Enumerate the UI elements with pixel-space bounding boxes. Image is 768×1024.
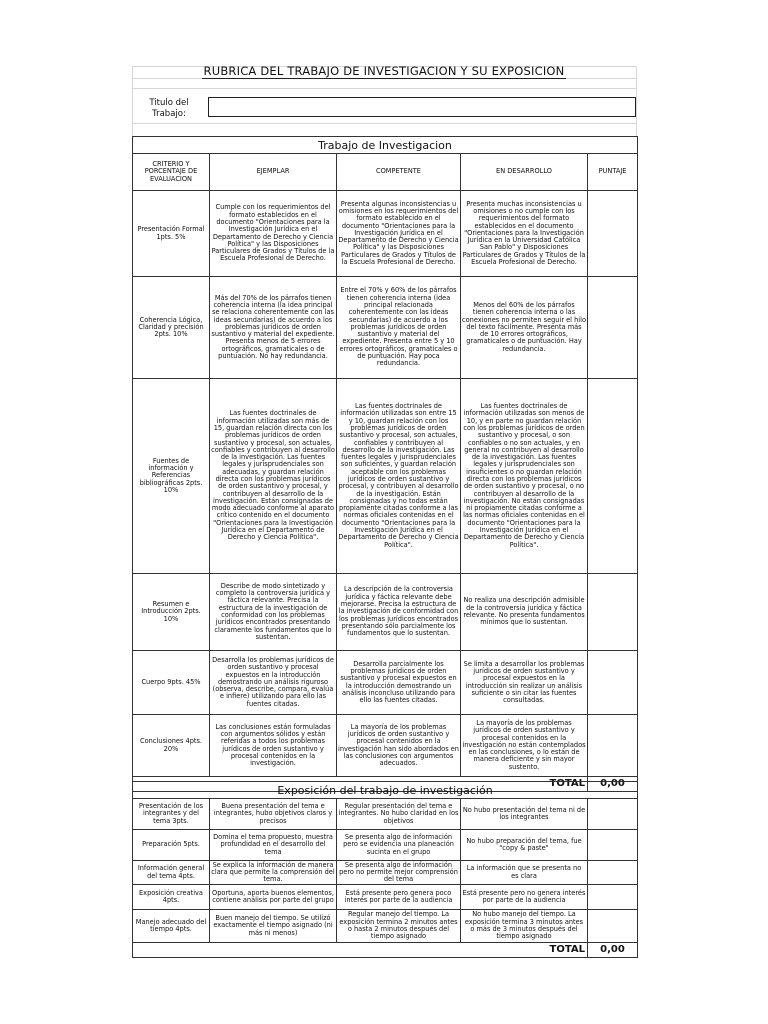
criterion-cell: Presentación de los integrantes y del tema 3pts. <box>133 799 210 830</box>
score-cell[interactable] <box>588 885 638 910</box>
ejemplar-cell: Se explica la información de manera clara que permite la comprensión del tema. <box>211 860 335 884</box>
title-input-box[interactable] <box>208 97 636 117</box>
criterion-cell: Preparación 5pts. <box>133 830 210 861</box>
ejemplar-cell: Oportuna, aporta buenos elementos, contiene análisis por parte del grupo <box>210 885 337 910</box>
total-value: 0,00 <box>588 943 638 958</box>
competente-cell: Se presenta algo de información pero no permite mejor comprensión del tema <box>337 861 461 885</box>
criterion-cell: Resumen e Introducción 2pts. 10% <box>133 574 210 651</box>
competente-cell: Regular manejo del tiempo. La exposición termina 2 minutos antes o hasta 2 minutos después del tiempo asignado <box>337 910 461 943</box>
table-row <box>133 191 638 277</box>
competente-cell: Las fuentes doctrinales de información utilizadas son entre 15 y 10, guardan relación con los problemas jurídicos de orden sustantivo y procesal, son actuales, confiables y contribuyen al desarrollo de la investigación. Las fuentes legales y jurisprudenciales son suficientes, y guardan relación aceptable con los problemas jurídicos de orden sustantivo y procesal, y contribuyen al desarrollo de la investigación. Están consignadas y no todas están propiamente citadas conforme a las normas oficiales contenidas en el documento "Orientaciones para la Investigación Jurídica en el Departamento de Derecho y Ciencia Política". <box>337 379 461 574</box>
desarrollo-cell: La mayoría de los problemas jurídicos de orden sustantivo y procesal contenidos en la investigación no están contemplados en las conclusiones, o lo están de manera deficiente y sin mayor sustento. <box>461 715 588 777</box>
grid-line <box>636 66 637 136</box>
competente-cell: Desarrolla parcialmente los problemas jurídicos de orden sustantivo y procesal expuestos en la introducción demostrando un análisis inconcluso utilizando para ello las fuentes citadas. <box>337 651 461 715</box>
ejemplar-cell: Las fuentes doctrinales de información utilizadas son más de 15, guardan relación directa con los problemas jurídicos de orden sustantivo y procesal, son actuales, confiables y contribuyen al desarrollo de la investigación. Las fuentes legales y jurisprudenciales son adecuadas, y guardan relación directa con los problemas jurídicos de orden sustantivo y procesal, y contribuyen al desarrollo de la investigación. Están consignadas de modo adecuado conforme al aparato crítico contenido en el documento "Orientaciones para la Investigación Jurídica en el Departamento de Derecho y Ciencia Política". <box>210 379 337 574</box>
section-heading: Exposición del trabajo de investigación <box>133 782 638 799</box>
score-cell[interactable] <box>588 277 638 379</box>
competente-cell: La descripción de la controversia jurídica y fáctica relevante debe mejorarse. Precisa la estructura de la investigación de conformidad con los problemas jurídicos encontrados presentando sólo parcialmente los fundamentos que lo sustentan. <box>337 574 461 651</box>
desarrollo-cell: Está presente pero no genera interés por parte de la audiencia <box>461 885 588 910</box>
table-row <box>133 277 638 379</box>
ejemplar-cell: Buen manejo del tiempo. Se utilizó exactamente el tiempo asignado (ni más ni menos) <box>210 910 337 943</box>
grid-line <box>132 88 636 89</box>
section-heading: Trabajo de Investigacion <box>133 137 638 154</box>
research-rubric-table <box>132 136 638 792</box>
criterion-cell: Exposición creativa 4pts. <box>133 885 210 910</box>
column-header: PUNTAJE <box>588 154 638 191</box>
competente-cell: Regular presentación del tema e integrantes. No hubo claridad en los objetivos <box>337 799 461 830</box>
score-cell[interactable] <box>588 379 638 574</box>
desarrollo-cell: Menos del 60% de los párrafos tienen coherencia interna o las conexiones no permiten seguir el hilo del texto fácilmente. Presenta más de 10 errores ortográficos, gramaticales o de puntuación. Hay redundancia. <box>461 277 588 379</box>
criterion-cell: Conclusiones 4pts. 20% <box>133 715 210 777</box>
score-cell[interactable] <box>588 651 638 715</box>
table-row <box>133 715 638 777</box>
total-row <box>133 943 638 958</box>
title-field-label: Titulo del Trabajo: <box>149 98 189 119</box>
ejemplar-cell: Buena presentación del tema e integrantes, hubo objetivos claros y precisos <box>210 799 337 830</box>
desarrollo-cell: No realiza una descripción admisible de la controversia jurídica y fáctica relevante. No presenta fundamentos mínimos que lo sustentan. <box>461 574 588 651</box>
table-row <box>133 861 638 885</box>
competente-cell: La mayoría de los problemas jurídicos de orden sustantivo y procesal contenidos en la investigación han sido abordados en las conclusiones con argumentos adecuados. <box>337 715 461 777</box>
ejemplar-cell: Describe de modo sintetizado y completo la controversia jurídica y fáctica relevante. Precisa la estructura de la investigación de conformidad con los problemas jurídicos encontrados presentando claramente los fundamentos que lo sustentan. <box>210 574 337 651</box>
column-header: EN DESARROLLO <box>461 154 588 191</box>
score-cell[interactable] <box>588 910 638 943</box>
table-row <box>133 910 638 943</box>
column-header: CRITERIO Y PORCENTAJE DE EVALUACION <box>133 154 210 191</box>
exposition-rubric-table <box>132 781 638 958</box>
grid-line <box>132 123 636 124</box>
table-row <box>133 651 638 715</box>
total-label: TOTAL <box>133 777 588 792</box>
ejemplar-cell: Desarrolla los problemas jurídicos de orden sustantivo y procesal expuestos en la introducción demostrando un análisis riguroso (observa, describe, compara, evalúa e infiere) utilizando para ello las fuentes citadas. <box>210 651 337 715</box>
desarrollo-cell: La información que se presenta no es clara <box>461 861 588 885</box>
total-label: TOTAL <box>133 943 588 958</box>
ejemplar-cell: Cumple con los requerimientos del formato establecidos en el documento "Orientaciones para la Investigación Jurídica en el Departamento de Derecho y Ciencia Política" y las Disposiciones Particulares de Grados y Títulos de la Escuela Profesional de Derecho. <box>210 191 337 277</box>
column-header: EJEMPLAR <box>210 154 337 191</box>
score-cell[interactable] <box>588 861 638 885</box>
desarrollo-cell: Se limita a desarrollar los problemas jurídicos de orden sustantivo y procesal expuestos en la introducción sin realizar un análisis suficiente o sin citar las fuentes consultadas. <box>461 651 588 715</box>
score-cell[interactable] <box>588 191 638 277</box>
column-header: COMPETENTE <box>337 154 461 191</box>
table-row <box>133 379 638 574</box>
score-cell[interactable] <box>588 799 638 830</box>
ejemplar-cell: Más del 70% de los párrafos tienen coherencia interna (la idea principal se relaciona coherentemente con las ideas secundarias) de acuerdo a los problemas jurídicos de orden sustantivo y material del expediente. Presenta menos de 5 errores ortográficos, gramaticales o de puntuación. No hay redundancia. <box>210 277 337 379</box>
criterion-cell: Presentación Formal 1pts. 5% <box>133 191 210 277</box>
document-title: RUBRICA DEL TRABAJO DE INVESTIGACION Y SU EXPOSICION <box>203 64 565 78</box>
desarrollo-cell: Presenta muchas inconsistencias u omisiones o no cumple con los requerimientos del formato establecidos en el documento "Orientaciones para la Investigación Jurídica en la Universidad Católica San Pablo" y Disposiciones Particulares de Grados y Títulos de la Escuela Profesional de Derecho. <box>461 191 588 277</box>
criterion-cell: Manejo adecuado del tiempo 4pts. <box>133 910 210 943</box>
score-cell[interactable] <box>588 715 638 777</box>
score-cell[interactable] <box>588 574 638 651</box>
ejemplar-cell: Domina el tema propuesto, muestra profundidad en el desarrollo del tema <box>210 830 337 861</box>
criterion-cell: Cuerpo 9pts. 45% <box>133 651 210 715</box>
table-row <box>133 574 638 651</box>
criterion-cell: Fuentes de información y Referencias bibliográficas 2pts. 10% <box>133 379 210 574</box>
criterion-cell: Información general del tema 4pts. <box>133 861 210 885</box>
competente-cell: Presenta algunas inconsistencias u omisiones en los requerimientos del formato establecido en el documento "Orientaciones para la Investigación Jurídica en el Departamento de Derecho y Ciencia Política" y las Disposiciones Particulares de Grados y Títulos de la Escuela Profesional de Derecho. <box>337 191 461 277</box>
table-row <box>133 830 638 861</box>
criterion-cell: Coherencia Lógica, Claridad y precisión 2pts. 10% <box>133 277 210 379</box>
desarrollo-cell: No hubo preparación del tema, fue "copy & paste" <box>461 830 588 861</box>
desarrollo-cell: No hubo presentación del tema ni de los integrantes <box>461 799 588 830</box>
desarrollo-cell: Las fuentes doctrinales de información utilizadas son menos de 10, y en parte no guardan relación con los problemas jurídicos de orden sustantivo y procesal, o son confiables o no son actuales, y en general no contribuyen al desarrollo de la investigación. Las fuentes legales y jurisprudenciales son insuficientes o no guardan relación directa con los problemas jurídicos de orden sustantivo y procesal, o no contribuyen al desarrollo de la investigación. No están consignadas ni propiamente citadas conforme a las normas oficiales contenidas en el documento "Orientaciones para la Investigación Jurídica en el Departamento de Derecho y Ciencia Política". <box>461 379 588 574</box>
table-row <box>133 885 638 910</box>
competente-cell: Entre el 70% y 60% de los párrafos tienen coherencia interna (idea principal relacionada coherentemente con las ideas secundarias) de acuerdo a los problemas jurídicos de orden sustantivo y material del expediente. Presenta entre 5 y 10 errores ortográficos, gramaticales o de puntuación. Hay poca redundancia. <box>337 277 461 379</box>
score-cell[interactable] <box>588 830 638 861</box>
competente-cell: Se presenta algo de información pero se evidencia una planeación sucinta en el grupo <box>337 830 461 861</box>
competente-cell: Está presente pero genera poco interés por parte de la audiencia <box>337 885 461 910</box>
total-value: 0,00 <box>588 777 638 792</box>
desarrollo-cell: No hubo manejo del tiempo. La exposición termina 3 minutos antes o más de 3 minutos después del tiempo asignado <box>461 910 588 943</box>
table-row <box>133 799 638 830</box>
ejemplar-cell: Las conclusiones están formuladas con argumentos sólidos y están referidas a todos los problemas jurídicos de orden sustantivo y procesal contenidos en la investigación. <box>210 715 337 777</box>
